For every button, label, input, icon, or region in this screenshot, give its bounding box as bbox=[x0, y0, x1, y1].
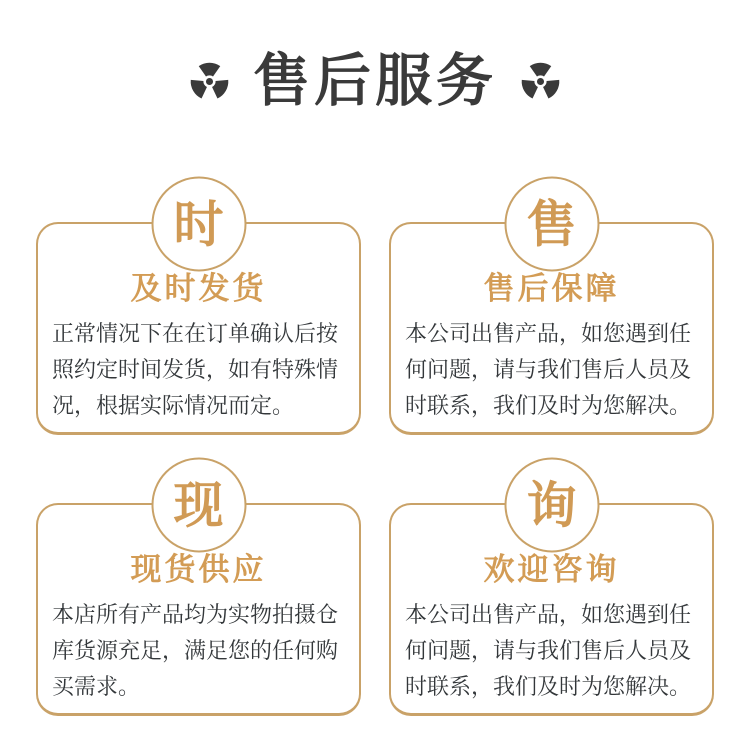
card-body-text: 正常情况下在在订单确认后按照约定时间发货，如有特殊情况，根据实际情况而定。 bbox=[52, 321, 339, 419]
card-subtitle: 欢迎咨询 bbox=[483, 552, 620, 588]
card-subtitle: 及时发货 bbox=[130, 271, 267, 306]
card-badge-char: 时 bbox=[173, 196, 224, 252]
card-badge-char: 现 bbox=[173, 477, 224, 534]
card-badge-circle bbox=[151, 177, 246, 272]
card-body-text: 本店所有产品均为实物拍摄仓库货源充足，满足您的任何购买需求。 bbox=[52, 602, 339, 700]
card-subtitle: 现货供应 bbox=[130, 552, 267, 588]
card-body-text: 本公司出售产品，如您遇到任何问题，请与我们售后人员及时联系，我们及时为您解决。 bbox=[405, 602, 692, 700]
page-header bbox=[0, 0, 750, 112]
card-body-text: 本公司出售产品，如您遇到任何问题，请与我们售后人员及时联系，我们及时为您解决。 bbox=[405, 321, 692, 419]
card-badge-circle bbox=[504, 177, 599, 272]
page-title: 售后服务 bbox=[253, 48, 497, 113]
card-in-stock-supply bbox=[36, 477, 361, 716]
card-badge-char: 询 bbox=[526, 477, 577, 534]
card-subtitle: 售后保障 bbox=[483, 271, 620, 306]
service-card-grid bbox=[36, 196, 714, 716]
card-after-sales-guarantee bbox=[389, 196, 714, 435]
card-timely-shipping bbox=[36, 196, 361, 435]
radiation-icon bbox=[186, 58, 233, 105]
card-welcome-inquiry bbox=[389, 477, 714, 716]
card-badge-circle bbox=[151, 458, 246, 553]
card-badge-char: 售 bbox=[526, 196, 577, 252]
radiation-icon bbox=[517, 58, 564, 105]
card-badge-circle bbox=[504, 458, 599, 553]
